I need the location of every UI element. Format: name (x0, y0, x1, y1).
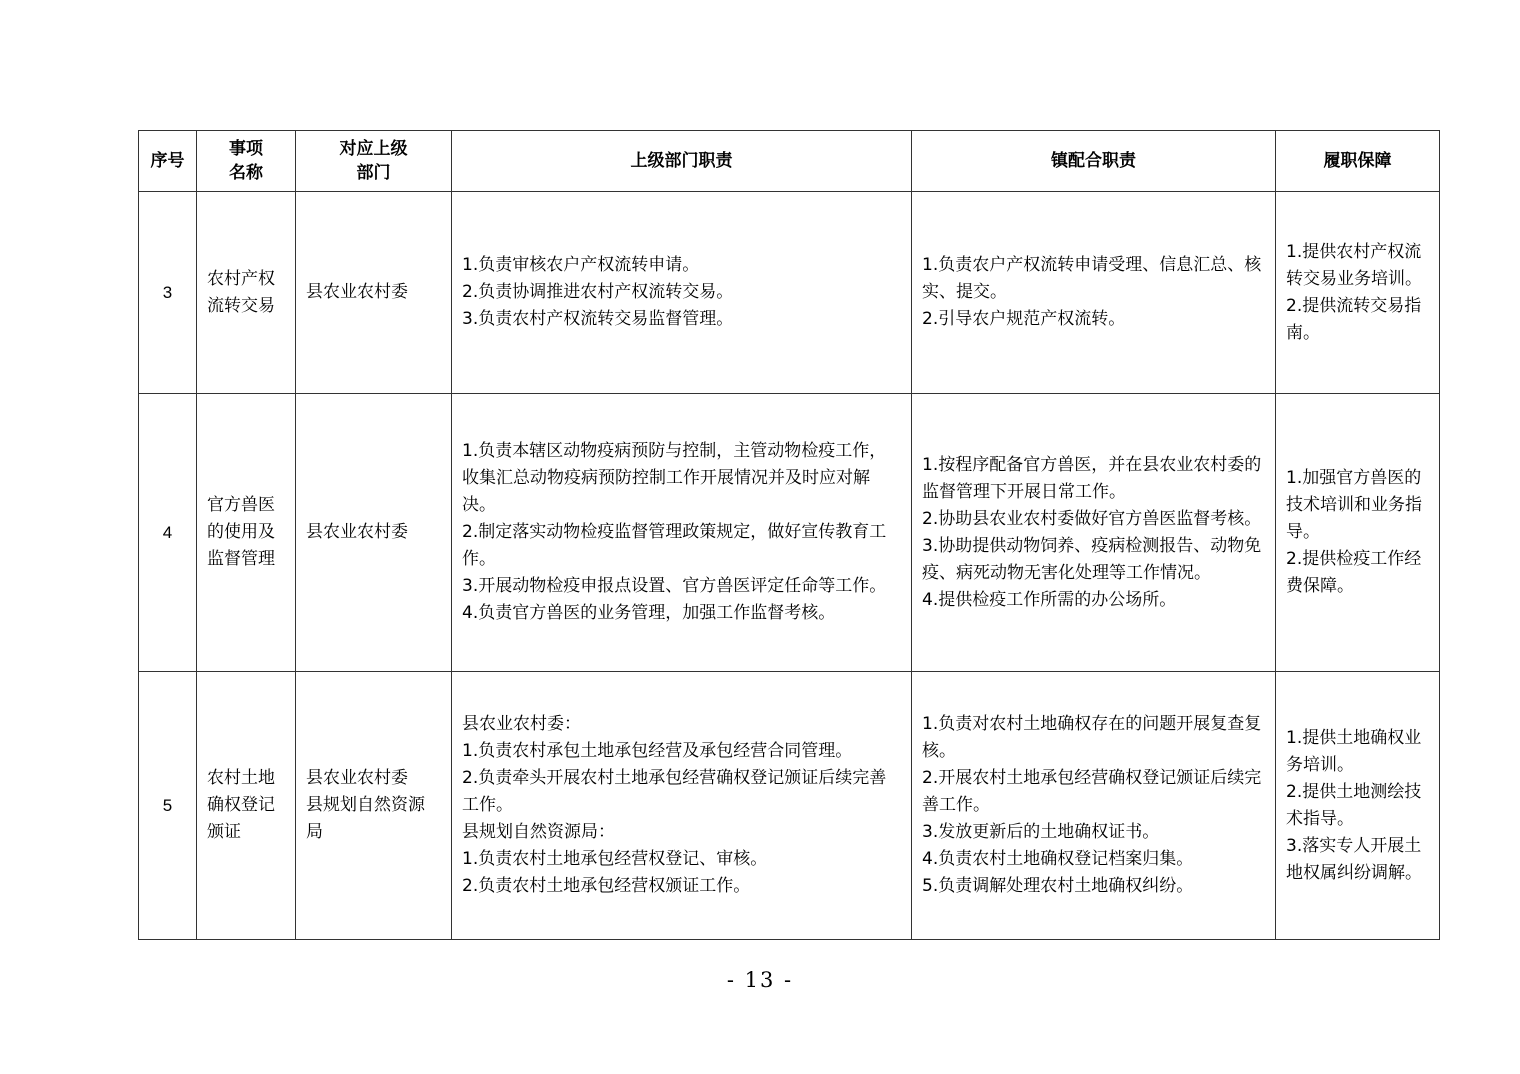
row-town-duty: 1.负责农户产权流转申请受理、信息汇总、核实、提交。 2.引导农户规范产权流转。 (912, 192, 1276, 394)
row-item-name: 农村产权 流转交易 (197, 192, 296, 394)
duty-table (138, 130, 1440, 940)
row-item-name: 官方兽医 的使用及 监督管理 (197, 394, 296, 672)
row-upper-duty: 县农业农村委： 1.负责农村承包土地承包经营及承包经营合同管理。 2.负责牵头开展农村土地承包经营确权登记颁证后续完善工作。 县规划自然资源局： 1.负责农村土地承包经营权登记、审核。 2.负责农村土地承包经营权颁证工作。 (452, 672, 912, 940)
row-upper-dept: 县农业农村委 (296, 394, 452, 672)
table-row (139, 672, 1440, 940)
row-guarantee: 1.加强官方兽医的技术培训和业务指导。 2.提供检疫工作经费保障。 (1276, 394, 1440, 672)
row-guarantee: 1.提供农村产权流转交易业务培训。 2.提供流转交易指南。 (1276, 192, 1440, 394)
row-seq: 4 (139, 394, 197, 672)
row-seq: 3 (139, 192, 197, 394)
header-guarantee: 履职保障 (1276, 131, 1440, 192)
row-upper-dept: 县农业农村委 县规划自然资源局 (296, 672, 452, 940)
table-row (139, 394, 1440, 672)
header-upper-duty: 上级部门职责 (452, 131, 912, 192)
row-guarantee: 1.提供土地确权业务培训。 2.提供土地测绘技术指导。 3.落实专人开展土地权属纠纷调解。 (1276, 672, 1440, 940)
row-upper-duty: 1.负责审核农户产权流转申请。 2.负责协调推进农村产权流转交易。 3.负责农村产权流转交易监督管理。 (452, 192, 912, 394)
table-row (139, 192, 1440, 394)
header-upper-dept: 对应上级 部门 (296, 131, 452, 192)
row-seq: 5 (139, 672, 197, 940)
header-item-name: 事项 名称 (197, 131, 296, 192)
header-seq: 序号 (139, 131, 197, 192)
row-item-name: 农村土地 确权登记 颁证 (197, 672, 296, 940)
row-town-duty: 1.负责对农村土地确权存在的问题开展复查复核。 2.开展农村土地承包经营确权登记颁证后续完善工作。 3.发放更新后的土地确权证书。 4.负责农村土地确权登记档案归集。 5.负责调解处理农村土地确权纠纷。 (912, 672, 1276, 940)
header-town-duty: 镇配合职责 (912, 131, 1276, 192)
header-row (139, 131, 1440, 192)
page-number: - 13 - (726, 968, 794, 992)
row-upper-duty: 1.负责本辖区动物疫病预防与控制，主管动物检疫工作，收集汇总动物疫病预防控制工作开展情况并及时应对解决。 2.制定落实动物检疫监督管理政策规定，做好宣传教育工作。 3.开展动物检疫申报点设置、官方兽医评定任命等工作。 4.负责官方兽医的业务管理，加强工作监督考核。 (452, 394, 912, 672)
row-town-duty: 1.按程序配备官方兽医，并在县农业农村委的监督管理下开展日常工作。 2.协助县农业农村委做好官方兽医监督考核。 3.协助提供动物饲养、疫病检测报告、动物免疫、病死动物无害化处理等工作情况。 4.提供检疫工作所需的办公场所。 (912, 394, 1276, 672)
row-upper-dept: 县农业农村委 (296, 192, 452, 394)
